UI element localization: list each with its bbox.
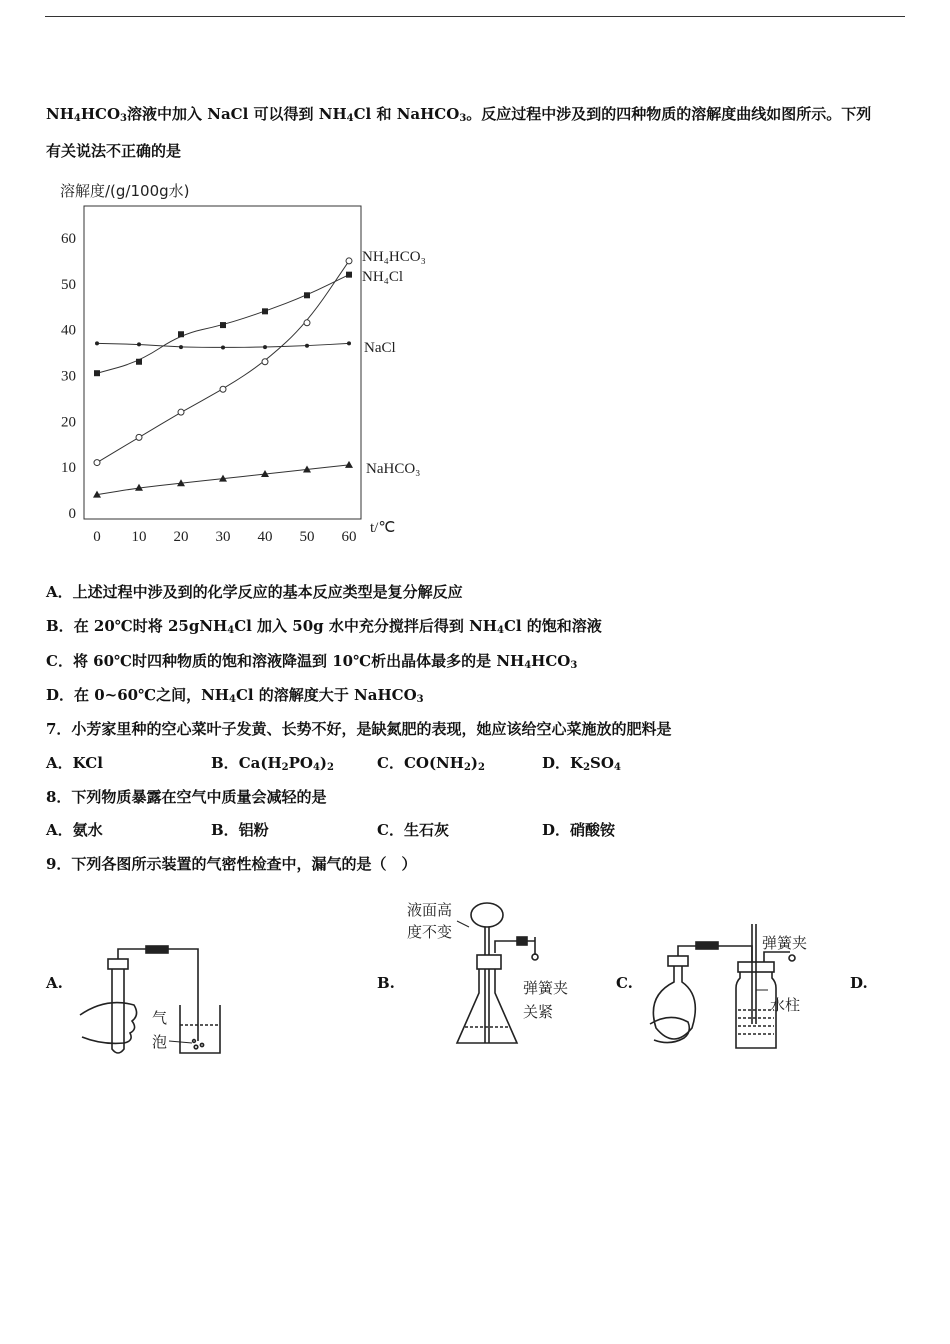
- side-tube: [495, 941, 535, 953]
- x-tick-label: 10: [131, 529, 147, 545]
- point-2: [95, 341, 99, 345]
- y-axis-label: 溶解度/(g/100g水): [60, 182, 190, 200]
- point-0: [220, 386, 226, 392]
- point-1: [178, 331, 184, 337]
- point-1: [304, 292, 310, 298]
- solubility-chart: [46, 175, 466, 555]
- series-label-2: NaCl: [364, 340, 396, 356]
- point-1: [346, 272, 352, 278]
- test-tube: [112, 965, 124, 1053]
- point-2: [179, 345, 183, 349]
- label-clamp-1: 弹簧夹: [523, 979, 569, 997]
- x-tick-label: 50: [299, 529, 315, 545]
- point-1: [94, 370, 100, 376]
- point-2: [137, 342, 141, 346]
- stopper: [108, 959, 128, 969]
- upright-tube: [752, 924, 756, 1024]
- point-0: [94, 460, 100, 466]
- point-3: [345, 461, 353, 468]
- q9-option-b-label[interactable]: B.: [377, 974, 395, 992]
- point-0: [178, 409, 184, 415]
- q7-option-b[interactable]: B．$Ca(H_2PO_4)_2$: [211, 754, 334, 773]
- q8-stem: 8．下列物质暴露在空气中质量会减轻的是: [46, 788, 327, 806]
- point-0: [262, 359, 268, 365]
- y-tick-label: 20: [61, 414, 76, 431]
- q9-figure-b: [405, 893, 585, 1053]
- q9-option-c-label[interactable]: C.: [616, 974, 633, 992]
- label-bubble-2: 泡: [152, 1033, 168, 1051]
- point-0: [346, 258, 352, 264]
- label-clamp: 弹簧夹: [762, 934, 808, 952]
- point-0: [304, 320, 310, 326]
- q6-stem-line2: 有关说法不正确的是: [46, 142, 182, 160]
- q9-figure-c: [640, 920, 840, 1060]
- q9-figure-a: [76, 945, 236, 1065]
- q9-option-d-label[interactable]: D.: [850, 974, 868, 992]
- x-axis-label: t/℃: [370, 520, 396, 536]
- series-label-0: NH₄HCO₃: [362, 249, 426, 265]
- q9-stem: 9．下列各图所示装置的气密性检查中，漏气的是（ ）: [46, 855, 417, 873]
- funnel-bulb: [471, 903, 503, 927]
- q8-option-c[interactable]: C．生石灰: [377, 821, 449, 839]
- q8-option-b[interactable]: B．铝粉: [211, 821, 269, 839]
- q8-option-d[interactable]: D．硝酸铵: [542, 821, 616, 839]
- stopper: [477, 955, 501, 969]
- series-label-3: NaHCO₃: [366, 461, 421, 477]
- q6-option-b[interactable]: B．在 20℃时将 25gNH$_4$Cl 加入 50g 水中充分搅拌后得到 $NH_4Cl$ 的饱和溶液: [46, 617, 602, 636]
- x-tick-label: 30: [215, 529, 231, 545]
- y-tick-label: 40: [61, 322, 76, 339]
- point-1: [262, 308, 268, 314]
- q9-option-a-label[interactable]: A.: [46, 974, 63, 992]
- y-tick-label: 50: [61, 276, 76, 293]
- x-tick-label: 40: [257, 529, 273, 545]
- q6-option-d[interactable]: D．在 0~60℃之间，$NH_4Cl$ 的溶解度大于 NaHCO$_3$: [46, 686, 424, 705]
- header-rule: [45, 16, 905, 17]
- rubber-joint: [146, 946, 168, 953]
- label-level-2: 度不变: [407, 923, 453, 941]
- q7-option-a[interactable]: A．KCl: [46, 754, 103, 772]
- q7-option-c[interactable]: C．$CO(NH_2)_2$: [377, 754, 485, 773]
- point-0: [136, 434, 142, 440]
- y-tick-label: 60: [61, 231, 76, 247]
- funnel-stem: [485, 927, 489, 1043]
- label-column: 水柱: [770, 996, 801, 1014]
- label-level-1: 液面高: [407, 901, 453, 919]
- point-1: [220, 322, 226, 328]
- conical-flask: [457, 969, 517, 1043]
- x-tick-label: 60: [341, 529, 357, 545]
- delivery-tube: [118, 949, 198, 1041]
- y-tick-label: 30: [61, 368, 76, 385]
- q6-option-a[interactable]: A．上述过程中涉及到的化学反应的基本反应类型是复分解反应: [46, 583, 463, 601]
- x-tick-label: 20: [173, 529, 189, 545]
- q7-stem: 7．小芳家里种的空心菜叶子发黄、长势不好，是缺氮肥的表现，她应该给空心菜施放的肥料是: [46, 720, 672, 738]
- point-2: [347, 341, 351, 345]
- q8-option-a[interactable]: A．氨水: [46, 821, 103, 839]
- y-tick-label: 0: [68, 506, 76, 522]
- point-1: [136, 359, 142, 365]
- hand: [80, 1003, 137, 1044]
- label-clamp-2: 关紧: [523, 1003, 554, 1021]
- point-2: [221, 346, 225, 350]
- label-bubble-1: 气: [152, 1009, 168, 1027]
- point-2: [263, 345, 267, 349]
- point-2: [305, 344, 309, 348]
- q7-option-d[interactable]: D．$K_2SO_4$: [542, 754, 621, 773]
- q6-stem-line1: $NH_4HCO_3$溶液中加入 NaCl 可以得到 $NH_4Cl$ 和 NaHCO$_3$。反应过程中涉及到的四种物质的溶解度曲线如图所示。下列: [46, 105, 872, 124]
- plot-frame: [84, 206, 361, 519]
- q6-option-c[interactable]: C．将 60℃时四种物质的饱和溶液降温到 10℃析出晶体最多的是 $NH_4HCO_3$: [46, 652, 578, 671]
- series-label-1: NH₄Cl: [362, 269, 404, 285]
- y-tick-label: 10: [61, 460, 76, 477]
- x-tick-label: 0: [93, 529, 101, 545]
